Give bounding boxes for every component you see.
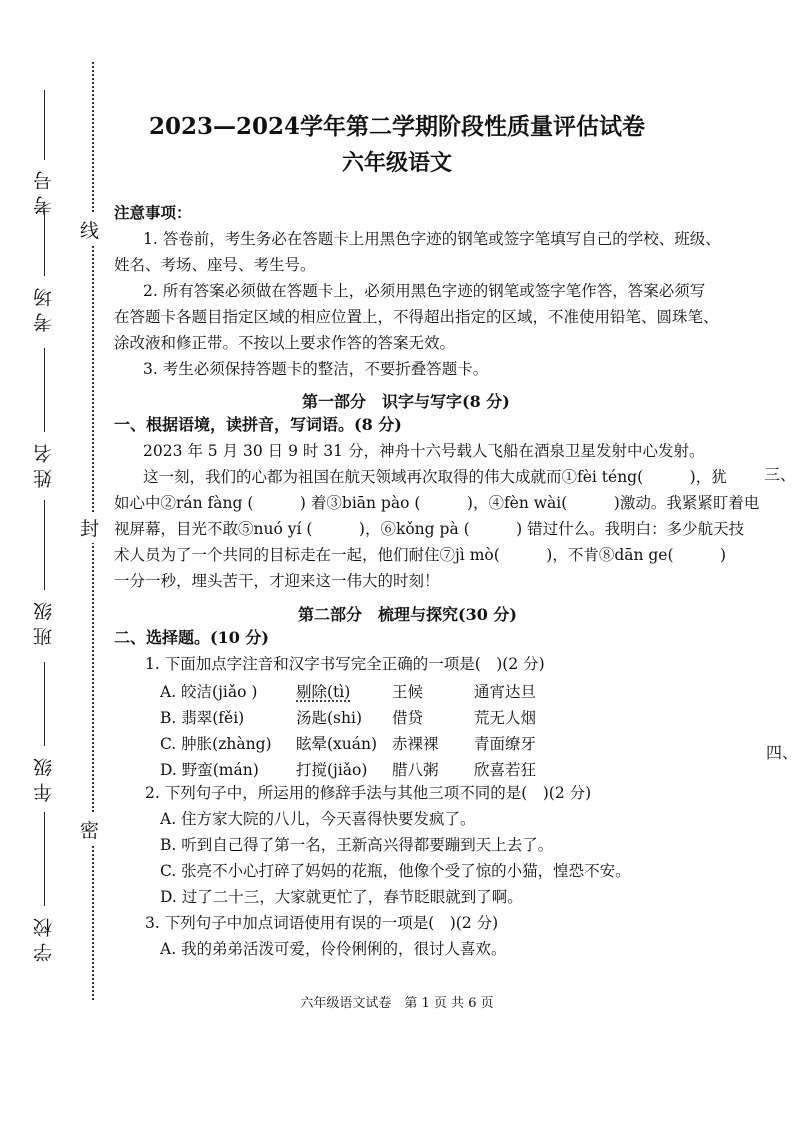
q1-option-a-1: A. 皎洁(jiǎo ) — [160, 683, 258, 701]
exam-title: 2023—2024学年第二学期阶段性质量评估试卷 — [148, 113, 646, 140]
exam-room-line — [44, 210, 45, 276]
choice-q2-stem: 2. 下列句子中，所运用的修辞手法与其他三项不同的是( )(2 分) — [145, 784, 592, 802]
notes-heading: 注意事项： — [114, 203, 192, 222]
exam-room-label: 考场 — [33, 282, 55, 332]
seal-char-mi: 密 — [80, 814, 99, 845]
q1-option-b-4: 荒无人烟 — [474, 709, 537, 727]
notes-item2-line1: 2. 所有答案必须做在答题卡上，必须用黑色字迹的钢笔或签字笔作答，答案必须写 — [143, 282, 706, 300]
q1-option-b-1: B. 翡翠(fěi) — [160, 709, 245, 727]
question2-title: 二、选择题。(10 分) — [114, 628, 269, 647]
q1-option-a-2: 剔除(tì) — [296, 683, 351, 701]
q1-option-c-2: 眩晕(xuán) — [296, 735, 378, 753]
class-line — [44, 500, 45, 590]
passage-line4: 视屏幕，目光不敢⑤nuó yí ( )，⑥kǒng pà ( ) 错过什么。我明白：多少航天技 — [114, 520, 745, 538]
school-label: 学校 — [33, 912, 55, 962]
q1-option-a-4: 通宵达旦 — [474, 683, 537, 701]
q1-option-c-4: 青面缭牙 — [474, 735, 537, 753]
choice-q1-stem: 1. 下面加点字注音和汉字书写完全正确的一项是( )(2 分) — [145, 655, 545, 673]
q3-option-a: A. 我的弟弟活泼可爱，伶伶俐俐的，很讨人喜欢。 — [160, 940, 507, 958]
q2-option-b: B. 听到自己得了第一名，王新高兴得都要蹦到天上去了。 — [160, 836, 554, 854]
q1-option-d-1: D. 野蛮(mán) — [160, 761, 259, 779]
q1-option-b-2: 汤匙(shi) — [296, 709, 362, 727]
q2-option-d: D. 过了二十三，大家就更忙了，春节眨眼就到了啊。 — [160, 888, 523, 906]
q1-option-b-3: 借贷 — [392, 709, 424, 727]
part1-heading: 第一部分 识字与写字(8 分) — [302, 392, 510, 411]
notes-item1-line2: 姓名、考场、座号、考生号。 — [114, 256, 316, 274]
exam-number-label: 考号 — [33, 165, 55, 215]
choice-q3-stem: 3. 下列句子中加点词语使用有误的一项是( )(2 分) — [145, 914, 499, 932]
q2-option-a: A. 住方家大院的八儿，今天喜得快要发疯了。 — [160, 810, 476, 828]
name-label: 姓名 — [33, 438, 55, 488]
question1-title: 一、根据语境，读拼音，写词语。(8 分) — [114, 415, 402, 434]
passage-line6: 一分一秒，埋头苦干，才迎来这一伟大的时刻！ — [114, 572, 440, 590]
school-line — [44, 812, 45, 906]
name-line — [44, 348, 45, 432]
passage-line5: 术人员为了一个共同的目标走在一起，他们耐住⑦jì mò( )，不肯⑧dān ge( ) — [114, 546, 727, 564]
exam-subtitle: 六年级语文 — [341, 150, 452, 176]
notes-item1-line1: 1. 答卷前，考生务必在答题卡上用黑色字迹的钢笔或签字笔填写自己的学校、班级、 — [143, 230, 721, 248]
side-mark-three: 三、 — [764, 465, 797, 484]
grade-label: 年级 — [33, 752, 55, 802]
page-footer: 六年级语文试卷 第 1 页 共 6 页 — [300, 996, 494, 1011]
notes-item3: 3. 考生必须保持答题卡的整洁，不要折叠答题卡。 — [143, 360, 489, 378]
passage-line2: 这一刻，我们的心都为祖国在航天领域再次取得的伟大成就而①fèi téng( )，犹 — [143, 468, 727, 486]
passage-line3: 如心中②rán fàng ( ) 着③biān pào ( )，④fèn wài( )激动。我紧紧盯着电 — [114, 494, 760, 512]
seal-char-feng: 封 — [80, 512, 99, 543]
q1-option-d-3: 腊八粥 — [392, 761, 439, 779]
q2-option-c: C. 张亮不小心打碎了妈妈的花瓶，他像个受了惊的小猫，惶恐不安。 — [160, 862, 631, 880]
part2-heading: 第二部分 梳理与探究(30 分) — [298, 605, 517, 624]
q1-option-c-3: 赤裸裸 — [392, 735, 439, 753]
class-label: 班级 — [33, 596, 55, 646]
grade-line — [44, 662, 45, 746]
notes-item2-line3: 涂改液和修正带。不按以上要求作答的答案无效。 — [114, 334, 456, 352]
q1-option-d-4: 欣喜若狂 — [474, 761, 537, 779]
passage-line1: 2023 年 5 月 30 日 9 时 31 分，神舟十六号载人飞船在酒泉卫星发射中心发射。 — [143, 442, 705, 460]
side-mark-four: 四、 — [766, 743, 798, 762]
q1-option-c-1: C. 肿胀(zhàng) — [160, 735, 272, 753]
seal-char-xian: 线 — [80, 214, 99, 245]
q1-option-d-2: 打搅(jiǎo) — [296, 761, 368, 779]
notes-item2-line2: 在答题卡各题目指定区域的相应位置上，不得超出指定的区域，不准使用铅笔、圆珠笔、 — [114, 308, 719, 326]
q1-option-a-3: 王候 — [392, 683, 424, 701]
